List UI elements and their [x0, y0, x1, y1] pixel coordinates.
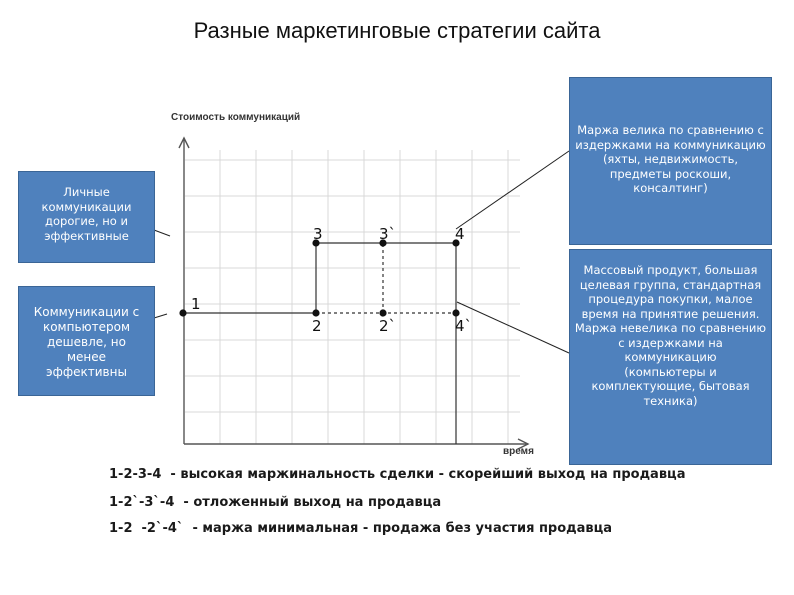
callout-line: процедура покупки, малое — [588, 292, 753, 306]
point-2prime — [379, 309, 386, 316]
point-label-4prime: 4` — [455, 317, 473, 335]
connector-left-bottom — [154, 314, 167, 318]
points — [179, 239, 459, 316]
connector-right-bottom — [457, 302, 569, 353]
point-2 — [312, 309, 319, 316]
callout-line: время на принятие решения. — [581, 306, 760, 321]
connector-left-top — [154, 230, 170, 236]
callout-high-margin — [569, 77, 772, 245]
callout-line: Маржа невелика по сравнению — [574, 321, 767, 335]
callout-line: Коммуникации с — [33, 305, 140, 319]
callout-line: эффективные — [44, 228, 129, 243]
legend-minimal-path: 1-2 -2`-4` - маржа минимальная - продажа без участия продавца — [109, 521, 613, 536]
point-label-2: 2 — [312, 317, 322, 335]
axes — [179, 138, 528, 449]
connector-right-top — [456, 151, 569, 229]
callout-line: Маржа велика по сравнению с — [577, 123, 764, 137]
callout-line: компьютером — [42, 320, 131, 334]
callout-line: с издержками на — [618, 335, 723, 350]
callout-line: коммуникации — [41, 199, 132, 214]
callout-line: дешевле, но — [47, 335, 126, 349]
point-label-4: 4 — [455, 225, 465, 243]
y-axis-label: Стоимость коммуникаций — [171, 112, 301, 123]
connectors — [154, 151, 569, 353]
callout-line: коммуникацию — [624, 350, 717, 364]
point-label-3: 3 — [313, 225, 323, 243]
point-label-1: 1 — [191, 295, 201, 313]
point-4prime — [452, 309, 459, 316]
callout-line: издержками на коммуникацию — [575, 137, 766, 152]
callout-personal-communications — [18, 171, 155, 263]
callout-line: (компьютеры и — [624, 364, 717, 379]
callout-mass-product — [569, 249, 772, 465]
path-dashed — [316, 243, 456, 313]
slide-title: Разные маркетинговые стратегии сайта — [193, 18, 601, 43]
x-axis-label: время — [503, 446, 534, 457]
callout-line: комплектующие, бытовая — [591, 379, 750, 393]
callout-computer-communications — [18, 286, 155, 396]
point-label-3prime: 3` — [379, 225, 397, 243]
callout-line: консалтинг) — [633, 181, 708, 195]
point-1 — [179, 309, 186, 316]
callout-line: эффективны — [46, 365, 127, 379]
callout-line: (яхты, недвижимость, — [602, 152, 739, 166]
grid — [185, 150, 520, 444]
path-solid — [183, 243, 456, 444]
callout-line: целевая группа, стандартная — [579, 277, 762, 292]
callout-line: предметы роскоши, — [609, 166, 732, 181]
callout-line: менее — [66, 350, 107, 364]
legend-delayed-path: 1-2`-3`-4 - отложенный выход на продавца — [109, 495, 442, 510]
callout-line: дорогие, но и — [45, 214, 128, 228]
point-label-2prime: 2` — [379, 317, 397, 335]
callout-line: техника) — [643, 393, 698, 408]
callout-line: Массовый продукт, большая — [583, 263, 758, 277]
legend-fast-path: 1-2-3-4 - высокая маржинальность сделки - скорейший выход на продавца — [109, 467, 686, 482]
callout-line: Личные — [63, 185, 110, 199]
